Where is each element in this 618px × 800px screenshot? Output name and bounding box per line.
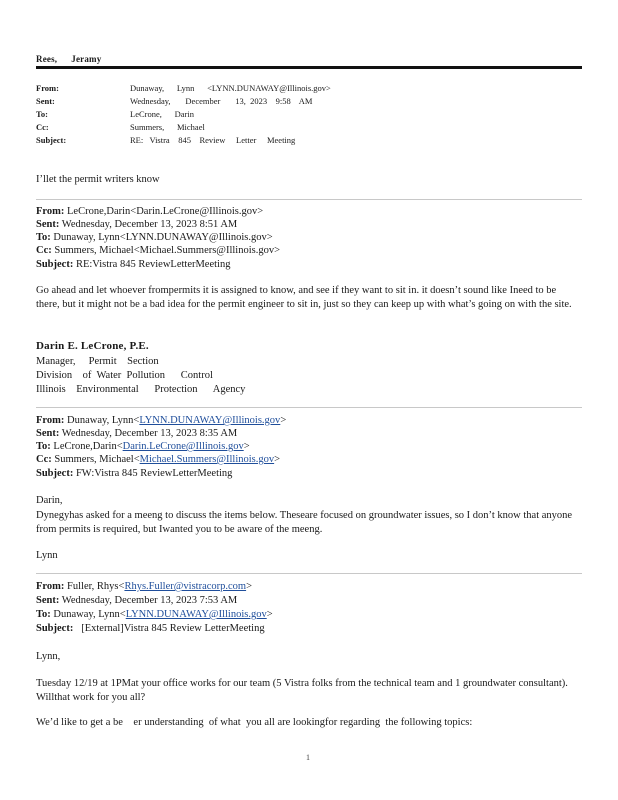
from-end: > <box>246 581 253 592</box>
email-link[interactable]: LYNN.DUNAWAY@Illinois.gov <box>139 415 281 426</box>
cc-value: Summers, Michael< <box>51 454 140 465</box>
signature-division: Division of Water Pollution Control <box>36 370 213 381</box>
sent-value: Wednesday, December 13, 2023 8:35 AM <box>59 428 238 439</box>
cc-value: Summers, Michael<Michael.Summers@Illinois.gov> <box>51 245 281 256</box>
cc-key: Cc: <box>36 122 49 132</box>
sent-value: Wednesday, December 13, 2023 7:53 AM <box>59 595 238 606</box>
msg3-to <box>36 440 250 454</box>
divider <box>36 407 582 408</box>
sent-value: Wednesday, December 13, 2023 9:58 AM <box>130 96 313 106</box>
divider <box>36 199 582 200</box>
email-link[interactable]: Rhys.Fuller@vistracorp.com <box>124 581 247 592</box>
msg3-sent <box>36 427 237 441</box>
signature-agency: Illinois Environmental Protection Agency <box>36 384 246 395</box>
owner-last-name: Rees, <box>36 54 58 64</box>
msg4-from <box>36 580 252 594</box>
msg2-sent <box>36 218 237 232</box>
to-end: > <box>266 609 273 620</box>
cc-end: > <box>274 454 281 465</box>
signature-title: Manager, Permit Section <box>36 356 159 367</box>
subject-key: Subject: <box>36 259 74 270</box>
msg2-to <box>36 231 273 245</box>
msg4-sent <box>36 594 237 608</box>
from-key: From: <box>36 206 65 217</box>
to-key: To: <box>36 441 51 452</box>
to-end: > <box>243 441 250 452</box>
owner-first-name: Jeramy <box>71 54 102 64</box>
subject-value: [External]Vistra 845 Review LetterMeeting <box>73 623 265 634</box>
msg3-from <box>36 414 286 428</box>
cc-key: Cc: <box>36 454 52 465</box>
to-key: To: <box>36 232 51 243</box>
sent-key: Sent: <box>36 219 60 230</box>
email-link[interactable]: Michael.Summers@Illinois.gov <box>139 454 275 465</box>
sent-key: Sent: <box>36 595 60 606</box>
mailbox-owner <box>36 54 101 64</box>
signature-name: Darin E. LeCrone, P.E. <box>36 340 149 352</box>
from-value: Dunaway, Lynn <LYNN.DUNAWAY@Illinois.gov> <box>130 83 331 93</box>
msg4-subject <box>36 622 265 636</box>
msg2-subject <box>36 258 230 272</box>
from-value: Dunaway, Lynn< <box>64 415 140 426</box>
cc-key: Cc: <box>36 245 52 256</box>
sent-key: Sent: <box>36 96 55 106</box>
sent-key: Sent: <box>36 428 60 439</box>
subject-key: Subject: <box>36 623 74 634</box>
to-key: To: <box>36 109 48 119</box>
subject-value: RE: Vistra 845 Review Letter Meeting <box>130 135 296 145</box>
msg2-cc <box>36 244 280 258</box>
msg4-to <box>36 608 273 622</box>
to-value: LeCrone,Darin< <box>50 441 123 452</box>
subject-key: Subject: <box>36 468 74 479</box>
email-link[interactable]: LYNN.DUNAWAY@Illinois.gov <box>125 609 267 620</box>
from-value: Fuller, Rhys< <box>64 581 125 592</box>
to-value: Dunaway, Lynn<LYNN.DUNAWAY@Illinois.gov> <box>50 232 273 243</box>
msg3-cc <box>36 453 280 467</box>
divider <box>36 573 582 574</box>
from-key: From: <box>36 83 59 93</box>
subject-value: RE:Vistra 845 ReviewLetterMeeting <box>73 259 231 270</box>
msg2-body: Go ahead and let whoever frompermits it is assigned to know, and see if they want to sit in. it doesn’t sound like Ineed to be there, but it might not be a bad idea for the permit engineer to sit in, just so they can keep up with what’s going on with the site. <box>36 285 572 310</box>
msg3-greeting: Darin, <box>36 495 63 506</box>
to-value: Dunaway, Lynn< <box>50 609 126 620</box>
reply-body: I’llet the permit writers know <box>36 174 160 185</box>
msg3-subject <box>36 467 232 481</box>
from-key: From: <box>36 581 65 592</box>
msg3-body: Dynegyhas asked for a meeng to discuss the items below. Theseare focused on groundwater issues, so I don’t know that anyone from permits is required, but Iwanted you to be aware of the meeng. <box>36 510 573 535</box>
subject-key: Subject: <box>36 135 67 145</box>
header-rule <box>36 66 582 69</box>
from-end: > <box>280 415 287 426</box>
msg4-greeting: Lynn, <box>36 651 61 662</box>
from-value: LeCrone,Darin<Darin.LeCrone@Illinois.gov> <box>64 206 264 217</box>
msg3-closing: Lynn <box>36 550 58 561</box>
email-link[interactable]: Darin.LeCrone@Illinois.gov <box>122 441 244 452</box>
sent-value: Wednesday, December 13, 2023 8:51 AM <box>59 219 238 230</box>
subject-value: FW:Vistra 845 ReviewLetterMeeting <box>73 468 233 479</box>
msg4-body-1: Tuesday 12/19 at 1PMat your office works for our team (5 Vistra folks from the technical team and 1 groundwater consultant). Willthat work for you all? <box>36 678 568 703</box>
msg4-body-2: We’d like to get a be er understanding of what you all are lookingfor regarding the following topics: <box>36 717 473 728</box>
msg2-from <box>36 205 263 219</box>
page-number: 1 <box>306 753 310 762</box>
to-key: To: <box>36 609 51 620</box>
to-value: LeCrone, Darin <box>130 109 194 119</box>
cc-value: Summers, Michael <box>130 122 205 132</box>
from-key: From: <box>36 415 65 426</box>
